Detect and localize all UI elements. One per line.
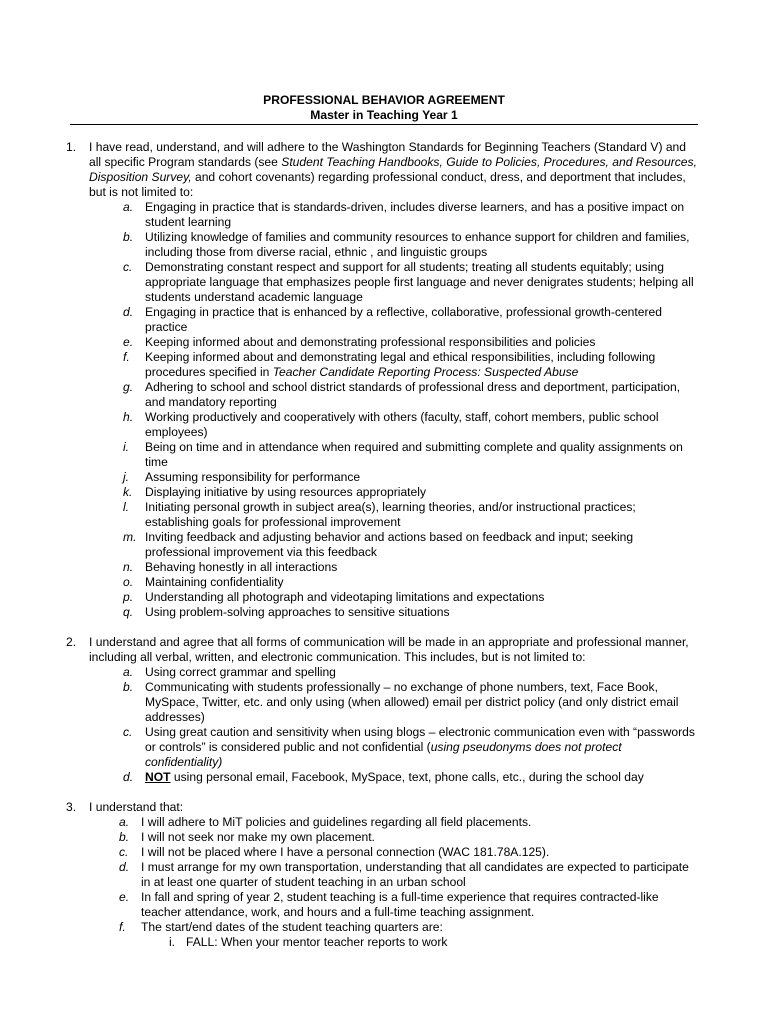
item-letter: q. <box>123 605 134 619</box>
section-number: 3. <box>66 800 77 814</box>
item-text: Being on time and in attendance when required and submitting complete and quality assignments on time <box>145 440 683 469</box>
list-item <box>89 410 700 440</box>
list-item <box>89 680 700 725</box>
list-item <box>89 200 700 230</box>
item-text: using personal email, Facebook, MySpace, text, phone calls, etc., during the school day <box>170 770 644 784</box>
list-item <box>89 920 700 935</box>
list-item <box>89 260 700 305</box>
list-item <box>89 605 700 620</box>
item-letter: m. <box>123 530 137 544</box>
item-letter: b. <box>119 830 130 844</box>
list-item <box>89 665 700 680</box>
item-text: Engaging in practice that is enhanced by a reflective, collaborative, professional growth-centered practice <box>145 305 662 334</box>
list-item <box>89 335 700 350</box>
section-3-items <box>89 815 700 950</box>
item-letter: h. <box>123 410 134 424</box>
list-item <box>89 770 700 785</box>
sub-item-number: i. <box>169 935 176 949</box>
item-letter: e. <box>123 335 134 349</box>
item-letter: j. <box>123 470 130 484</box>
list-item <box>89 440 700 470</box>
item-letter: b. <box>123 680 134 694</box>
item-letter: d. <box>123 305 134 319</box>
item-letter: l. <box>123 500 130 514</box>
sub-item-text: FALL: When your mentor teacher reports to work <box>186 935 448 949</box>
item-text: Displaying initiative by using resources appropriately <box>145 485 426 499</box>
list-item <box>89 890 700 920</box>
item-text: The start/end dates of the student teaching quarters are: <box>141 920 443 934</box>
header-rule <box>70 124 698 125</box>
list-item <box>89 725 700 770</box>
item-text: Initiating personal growth in subject area(s), learning theories, and/or instructional practices; establishing goals for professional improvement <box>145 500 636 529</box>
item-text: I will adhere to MiT policies and guidelines regarding all field placements. <box>141 815 532 829</box>
item-letter: p. <box>123 590 134 604</box>
section-intro: I understand and agree that all forms of communication will be made in an appropriate and professional manner, including all verbal, written, and electronic communication. This includes, but is not limited to: <box>89 635 689 664</box>
item-letter: f. <box>123 350 130 364</box>
list-item <box>89 380 700 410</box>
list-item <box>89 575 700 590</box>
item-letter: g. <box>123 380 134 394</box>
item-text: Utilizing knowledge of families and community resources to enhance support for children and families, including those from diverse racial, ethnic , and linguistic groups <box>145 230 690 259</box>
document-subtitle: Master in Teaching Year 1 <box>310 108 458 122</box>
item-text: Keeping informed about and demonstrating legal and ethical responsibilities, including following procedures specified in <box>145 350 656 379</box>
section-number: 2. <box>66 635 77 649</box>
list-item <box>89 350 700 380</box>
item-text: I must arrange for my own transportation, understanding that all candidates are expected to participate in at least one quarter of student teaching in an urban school <box>141 860 689 889</box>
section-1 <box>66 140 700 620</box>
item-text: Keeping informed about and demonstrating professional responsibilities and policies <box>145 335 596 349</box>
item-letter: c. <box>123 725 133 739</box>
list-item <box>89 500 700 530</box>
document-header <box>70 93 698 125</box>
item-bold-text: NOT <box>145 770 171 784</box>
item-text: In fall and spring of year 2, student teaching is a full-time experience that requires contracted-like teacher attendance, work, and hours and a full-time teaching assignment. <box>141 890 659 919</box>
list-item <box>89 860 700 890</box>
item-letter: d. <box>123 770 134 784</box>
list-item <box>89 830 700 845</box>
item-text: Inviting feedback and adjusting behavior and actions based on feedback and input; seeking professional improvement via this feedback <box>145 530 634 559</box>
intro-italic-text: Student Teaching Handbooks, Guide to Policies, Procedures, and Resources, Disposition Survey, <box>89 155 697 184</box>
intro-text: I have read, understand, and will adhere to the Washington Standards for Beginning Teachers (Standard V) and all specific Program standards (see <box>89 140 687 169</box>
list-item <box>89 590 700 605</box>
item-text: Using great caution and sensitivity when using blogs – electronic communication even with “passwords or controls” is considered public and not confidential ( <box>145 725 695 754</box>
item-text: I will not seek nor make my own placement. <box>141 830 375 844</box>
item-letter: a. <box>123 200 134 214</box>
list-item <box>89 530 700 560</box>
item-text: Maintaining confidentiality <box>145 575 284 589</box>
list-item <box>89 305 700 335</box>
item-text: Adhering to school and school district standards of professional dress and deportment, participation, and mandatory reporting <box>145 380 681 409</box>
item-text: Using correct grammar and spelling <box>145 665 336 679</box>
section-1-items <box>89 200 700 620</box>
item-letter: o. <box>123 575 134 589</box>
item-text: Working productively and cooperatively with others (faculty, staff, cohort members, public school employees) <box>145 410 659 439</box>
item-letter: i. <box>123 440 130 454</box>
item-text: I will not be placed where I have a personal connection (WAC 181.78A.125). <box>141 845 550 859</box>
section-2-items <box>89 665 700 785</box>
item-text: Demonstrating constant respect and support for all students; treating all students equitably; using appropriate language that emphasizes people first language and never denigrates students; helping all students understand academic language <box>145 260 694 304</box>
agreement-sections <box>66 140 700 965</box>
list-item <box>89 845 700 860</box>
item-text: Communicating with students professionally – no exchange of phone numbers, text, Face Book, MySpace, Twitter, etc. and only using (when allowed) email per district policy (and only district email addresses) <box>145 680 679 724</box>
item-letter: d. <box>119 860 130 874</box>
item-letter: a. <box>119 815 130 829</box>
item-text: Understanding all photograph and videotaping limitations and expectations <box>145 590 545 604</box>
item-text: Assuming responsibility for performance <box>145 470 361 484</box>
list-item <box>89 230 700 260</box>
item-letter: k. <box>123 485 133 499</box>
item-letter: f. <box>119 920 126 934</box>
list-item <box>89 485 700 500</box>
list-item <box>89 560 700 575</box>
item-italic-text: Teacher Candidate Reporting Process: Suspected Abuse <box>272 365 579 379</box>
item-letter: a. <box>123 665 134 679</box>
sub-list-item <box>89 935 700 950</box>
item-letter: e. <box>119 890 130 904</box>
section-2 <box>66 635 700 785</box>
section-intro <box>89 140 700 200</box>
item-letter: b. <box>123 230 134 244</box>
section-number: 1. <box>66 140 77 154</box>
list-item <box>89 815 700 830</box>
item-letter: n. <box>123 560 134 574</box>
item-text: Engaging in practice that is standards-driven, includes diverse learners, and has a positive impact on student learning <box>145 200 685 229</box>
section-intro: I understand that: <box>89 800 184 814</box>
item-text: Behaving honestly in all interactions <box>145 560 338 574</box>
item-letter: c. <box>123 260 133 274</box>
item-text: Using problem-solving approaches to sensitive situations <box>145 605 450 619</box>
item-italic-text: using pseudonyms does not protect confidentiality) <box>145 740 622 769</box>
intro-text-end: and cohort covenants) regarding professional conduct, dress, and deportment that includes, but is not limited to: <box>89 170 686 199</box>
list-item <box>89 470 700 485</box>
item-letter: c. <box>119 845 129 859</box>
document-title: PROFESSIONAL BEHAVIOR AGREEMENT <box>263 93 505 107</box>
section-3 <box>66 800 700 950</box>
